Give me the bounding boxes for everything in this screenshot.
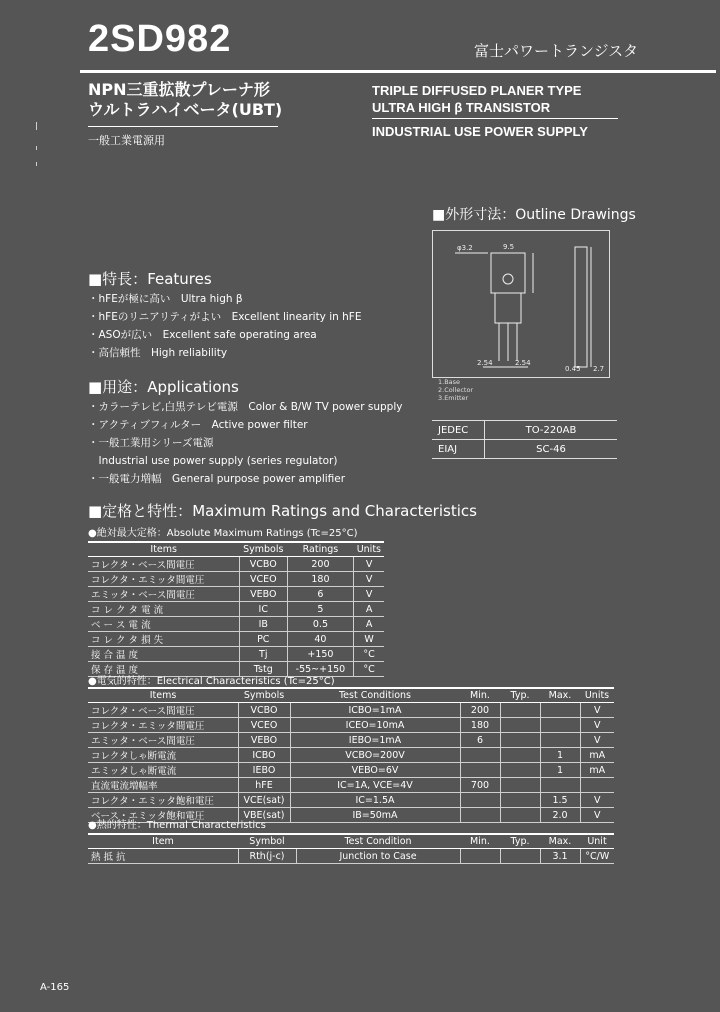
application-en: INDUSTRIAL USE POWER SUPPLY	[372, 124, 588, 139]
side-view-outline	[575, 247, 587, 367]
table-cell	[460, 748, 500, 763]
table-cell: V	[580, 808, 614, 823]
table-row	[88, 763, 614, 778]
table-cell: IEBO=1mA	[290, 733, 460, 748]
list-item: ・ASOが広い Excellent safe operating area	[88, 329, 317, 341]
column-header: Symbols	[239, 542, 287, 557]
elec-char-heading: ●電気的特性：Electrical Characteristics (Tc=25°C)	[88, 676, 335, 687]
table-cell: °C	[354, 647, 384, 662]
table-cell: Tstg	[239, 662, 287, 677]
column-header: Items	[88, 688, 238, 703]
table-cell: 180	[287, 572, 354, 587]
type-description-en	[372, 82, 581, 116]
column-header: Unit	[580, 834, 614, 849]
outline-drawing	[432, 230, 610, 378]
table-cell: -55~+150	[287, 662, 354, 677]
table-cell: 2.0	[540, 808, 580, 823]
package-body-outline	[495, 293, 521, 323]
column-header: Symbols	[238, 688, 290, 703]
table-header-row	[88, 688, 614, 703]
table-cell	[540, 733, 580, 748]
table-cell: mA	[580, 763, 614, 778]
transistor-package-drawing	[433, 231, 609, 377]
table-cell: 直流電流増幅率	[88, 778, 238, 793]
pin-note: 2.Collector	[438, 386, 474, 394]
abs-max-heading: ●絶対最大定格：Absolute Maximum Ratings (Tc=25°C)	[88, 528, 358, 539]
table-cell	[500, 733, 540, 748]
table-cell	[540, 703, 580, 718]
margin-mark	[36, 122, 37, 130]
table-cell: IC	[239, 602, 287, 617]
pin-notes	[438, 378, 473, 402]
table-cell: ICBO=1mA	[290, 703, 460, 718]
table-cell: VBE(sat)	[238, 808, 290, 823]
table-cell: IEBO	[238, 763, 290, 778]
type-en-line1: TRIPLE DIFFUSED PLANER TYPE	[372, 83, 582, 98]
table-row	[88, 793, 614, 808]
table-cell: PC	[239, 632, 287, 647]
table-cell: 6	[460, 733, 500, 748]
table-cell: コレクタ・ベース間電圧	[88, 703, 238, 718]
table-cell: IC=1.5A	[290, 793, 460, 808]
column-header: Max.	[540, 688, 580, 703]
column-header: Min.	[460, 688, 500, 703]
table-cell: コレクタしゃ断電流	[88, 748, 238, 763]
package-value: SC-46	[485, 440, 618, 459]
table-cell	[460, 808, 500, 823]
table-cell: 接 合 温 度	[88, 647, 239, 662]
table-cell: V	[580, 703, 614, 718]
applications-list	[88, 398, 402, 488]
package-tab-outline	[491, 253, 525, 293]
table-cell: 6	[287, 587, 354, 602]
dim-label: 0.45	[565, 365, 581, 373]
table-row	[88, 632, 384, 647]
package-standard-table	[432, 420, 617, 459]
package-value: TO-220AB	[485, 421, 618, 440]
table-cell: V	[354, 572, 384, 587]
dim-label: 9.5	[503, 243, 515, 251]
outline-heading	[432, 204, 636, 224]
package-key: EIAJ	[432, 440, 485, 459]
page-number: A-165	[40, 982, 70, 993]
pin-note: 1.Base	[438, 378, 461, 386]
table-cell: IB=50mA	[290, 808, 460, 823]
divider-left	[88, 126, 278, 127]
table-cell: 保 存 温 度	[88, 662, 239, 677]
thermal-heading: ●熱的特性：Thermal Characteristics	[88, 820, 266, 831]
column-header: Test Conditions	[290, 688, 460, 703]
table-cell: ICEO=10mA	[290, 718, 460, 733]
dim-label: 2.54	[477, 359, 493, 367]
outline-heading-en: Outline Drawings	[515, 207, 636, 223]
column-header: Test Condition	[296, 834, 460, 849]
table-cell: VCBO	[239, 557, 287, 572]
features-list	[88, 290, 361, 362]
table-cell: A	[354, 602, 384, 617]
table-cell: コ レ ク タ 電 流	[88, 602, 239, 617]
table-cell: VEBO=6V	[290, 763, 460, 778]
table-cell: VEBO	[239, 587, 287, 602]
ratings-heading-jp: ■定格と特性：	[88, 502, 193, 520]
table-header-row	[88, 834, 614, 849]
column-header: Min.	[460, 834, 500, 849]
list-item: ・hFEのリニアリティがよい Excellent linearity in hFE	[88, 311, 362, 323]
table-cell: エミッタ・ベース間電圧	[88, 587, 239, 602]
table-cell: VCE(sat)	[238, 793, 290, 808]
table-row	[88, 778, 614, 793]
table-cell: 1	[540, 763, 580, 778]
features-heading-en: Features	[147, 270, 212, 288]
table-cell: Rth(j-c)	[238, 849, 296, 864]
table-row	[88, 703, 614, 718]
table-cell: 200	[287, 557, 354, 572]
column-header: Units	[354, 542, 384, 557]
list-item: ・一般工業用シリーズ電源	[88, 437, 214, 449]
table-cell: mA	[580, 748, 614, 763]
column-header: Units	[580, 688, 614, 703]
ratings-heading	[88, 500, 477, 521]
list-item: ・hFEが極に高い Ultra high β	[88, 293, 243, 305]
table-cell: A	[354, 617, 384, 632]
table-cell: hFE	[238, 778, 290, 793]
list-item: ・一般電力増幅 General purpose power amplifier	[88, 473, 346, 485]
table-cell: 1.5	[540, 793, 580, 808]
header-rule	[80, 70, 716, 73]
table-row	[88, 733, 614, 748]
table-cell: ベ ー ス 電 流	[88, 617, 239, 632]
column-header: Typ.	[500, 688, 540, 703]
table-cell: V	[354, 587, 384, 602]
type-jp-line2: ウルトラハイベータ(UBT)	[88, 100, 283, 119]
table-cell: 3.1	[540, 849, 580, 864]
table-cell	[500, 808, 540, 823]
dim-label: 2.54	[515, 359, 531, 367]
table-cell: W	[354, 632, 384, 647]
table-cell: VEBO	[238, 733, 290, 748]
dim-label: φ3.2	[457, 244, 473, 252]
column-header: Items	[88, 542, 239, 557]
package-key: JEDEC	[432, 421, 485, 440]
table-cell: VCBO=200V	[290, 748, 460, 763]
table-cell	[500, 703, 540, 718]
table-cell: エミッタしゃ断電流	[88, 763, 238, 778]
table-cell	[500, 793, 540, 808]
table-cell	[580, 778, 614, 793]
table-cell: V	[354, 557, 384, 572]
list-item: ・アクティブフィルター Active power filter	[88, 419, 308, 431]
table-cell: 180	[460, 718, 500, 733]
table-cell: コレクタ・エミッタ間電圧	[88, 718, 238, 733]
table-cell: ICBO	[238, 748, 290, 763]
table-cell: Junction to Case	[296, 849, 460, 864]
list-item: ・カラーテレビ,白黒テレビ電源 Color & B/W TV power supply	[88, 401, 403, 413]
table-cell: Tj	[239, 647, 287, 662]
table-cell	[460, 793, 500, 808]
column-header: Symbol	[238, 834, 296, 849]
table-cell: °C/W	[580, 849, 614, 864]
mounting-hole	[503, 274, 513, 284]
table-cell: 熱 抵 抗	[88, 849, 238, 864]
divider-right	[372, 118, 618, 119]
type-description-jp	[88, 80, 282, 120]
list-item: ・高信頼性 High reliability	[88, 347, 228, 359]
application-jp: 一般工業電源用	[88, 134, 165, 147]
table-cell: IC=1A, VCE=4V	[290, 778, 460, 793]
table-cell: 0.5	[287, 617, 354, 632]
table-cell: V	[580, 718, 614, 733]
table-row	[88, 849, 614, 864]
table-cell	[500, 778, 540, 793]
list-item: Industrial use power supply (series regulator)	[88, 455, 338, 467]
dim-label: 2.7	[593, 365, 605, 373]
table-cell: 200	[460, 703, 500, 718]
table-row	[88, 602, 384, 617]
table-cell: VCBO	[238, 703, 290, 718]
table-row	[88, 647, 384, 662]
table-header-row	[88, 542, 384, 557]
table-cell: コレクタ・エミッタ間電圧	[88, 572, 239, 587]
table-row	[88, 557, 384, 572]
abs-max-table	[88, 541, 384, 677]
table-cell: V	[580, 793, 614, 808]
part-number-title: 2SD982	[88, 18, 232, 60]
table-cell	[460, 763, 500, 778]
table-cell	[540, 718, 580, 733]
table-cell	[460, 849, 500, 864]
table-cell	[500, 718, 540, 733]
table-cell: +150	[287, 647, 354, 662]
table-cell: 40	[287, 632, 354, 647]
elec-char-table	[88, 687, 614, 823]
table-cell: VCEO	[238, 718, 290, 733]
margin-mark	[36, 162, 37, 166]
applications-heading	[88, 376, 239, 397]
series-subtitle: 富士パワートランジスタ	[474, 42, 639, 60]
table-row	[88, 718, 614, 733]
features-heading	[88, 268, 212, 289]
applications-heading-jp: ■用途：	[88, 378, 148, 396]
applications-heading-en: Applications	[147, 378, 239, 396]
package-row	[432, 440, 617, 459]
pin-note: 3.Emitter	[438, 394, 469, 402]
column-header: Max.	[540, 834, 580, 849]
table-cell	[500, 763, 540, 778]
table-cell: V	[580, 733, 614, 748]
table-cell: コ レ ク タ 損 失	[88, 632, 239, 647]
table-row	[88, 617, 384, 632]
features-heading-jp: ■特長：	[88, 270, 148, 288]
table-row	[88, 572, 384, 587]
table-cell	[500, 748, 540, 763]
table-cell: ベース・エミッタ飽和電圧	[88, 808, 238, 823]
type-en-line2: ULTRA HIGH β TRANSISTOR	[372, 100, 551, 115]
margin-mark	[36, 146, 37, 150]
table-cell: °C	[354, 662, 384, 677]
outline-heading-jp: ■外形寸法：	[432, 207, 516, 223]
table-cell: 5	[287, 602, 354, 617]
table-cell	[500, 849, 540, 864]
column-header: Typ.	[500, 834, 540, 849]
table-cell: コレクタ・エミッタ飽和電圧	[88, 793, 238, 808]
table-row	[88, 587, 384, 602]
column-header: Ratings	[287, 542, 354, 557]
ratings-heading-en: Maximum Ratings and Characteristics	[192, 502, 477, 520]
table-cell: エミッタ・ベース間電圧	[88, 733, 238, 748]
table-cell: VCEO	[239, 572, 287, 587]
table-cell: IB	[239, 617, 287, 632]
column-header: Item	[88, 834, 238, 849]
thermal-table	[88, 833, 614, 864]
table-row	[88, 748, 614, 763]
table-cell: 700	[460, 778, 500, 793]
table-cell	[540, 778, 580, 793]
package-row	[432, 421, 617, 440]
table-cell: コレクタ・ベース間電圧	[88, 557, 239, 572]
type-jp-line1: NPN三重拡散プレーナ形	[88, 80, 270, 99]
table-cell: 1	[540, 748, 580, 763]
